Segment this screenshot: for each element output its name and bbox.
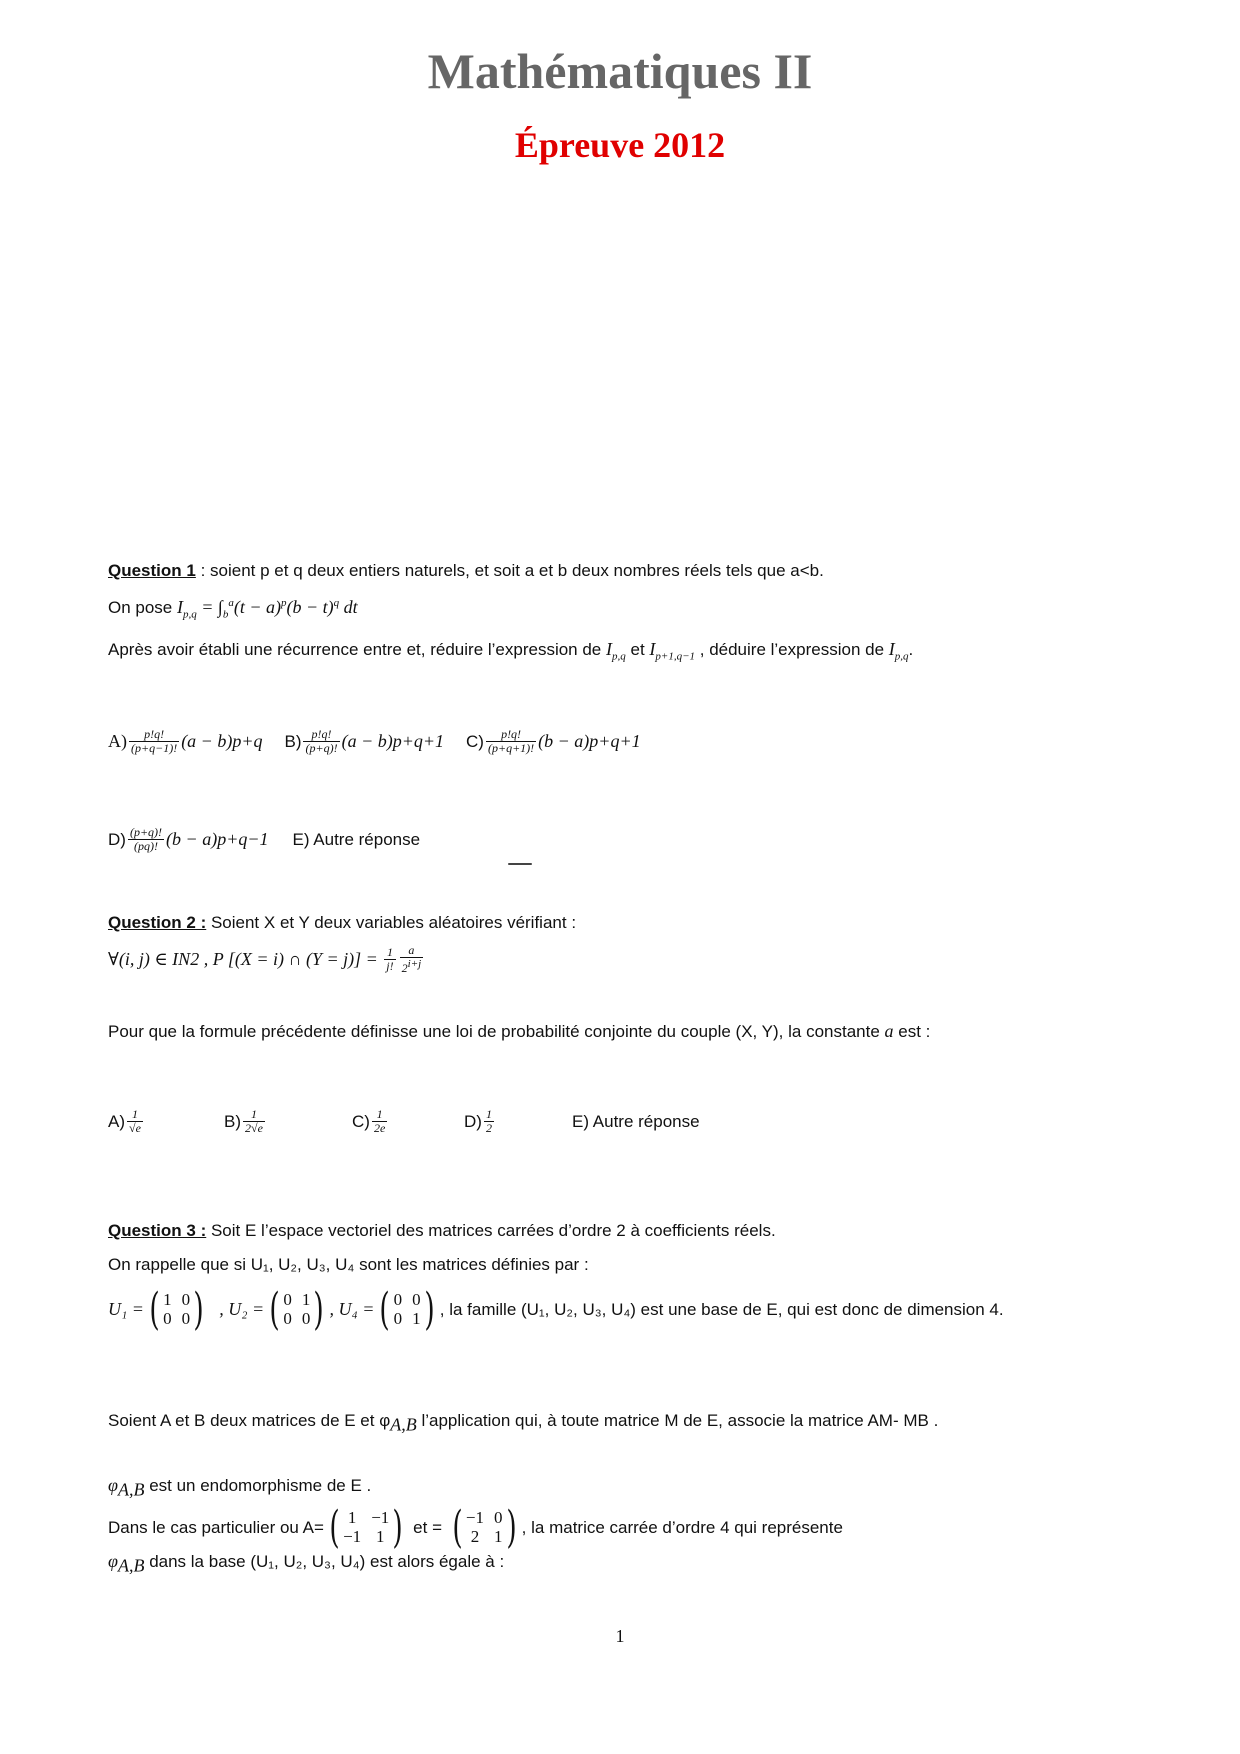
option-expr: (a − b) bbox=[181, 730, 233, 751]
instruction-text-mid: et bbox=[630, 640, 645, 659]
question-3-endomorphism bbox=[108, 1474, 1033, 1502]
question-1-definition bbox=[108, 596, 1033, 622]
option-num: 1 bbox=[127, 1108, 143, 1122]
q2-option-c bbox=[352, 1108, 464, 1135]
question-2-var: a bbox=[884, 1021, 894, 1041]
matrix-u4: ( 0 0 0 1 ) bbox=[379, 1284, 435, 1335]
scan-smudge bbox=[508, 863, 532, 865]
question-1-options-row-2 bbox=[108, 826, 1033, 853]
formula-mid: , P [(X = i) ∩ (Y = j)] = bbox=[199, 948, 383, 969]
question-2-options bbox=[108, 1108, 1033, 1135]
option-den: (p+q−1)! bbox=[131, 741, 178, 756]
option-num: 1 bbox=[485, 1107, 492, 1121]
option-expr: (b − a) bbox=[166, 828, 218, 849]
u2-label: , U₂ = bbox=[219, 1299, 265, 1320]
question-3-recall: On rappelle que si U₁, U₂, U₃, U₄ sont les matrices définies par : bbox=[108, 1255, 589, 1274]
matrix-u1: ( 1 0 0 0 ) bbox=[149, 1284, 204, 1335]
app-sub: A,B bbox=[390, 1414, 417, 1435]
option-den: 2e bbox=[373, 1121, 386, 1136]
frac2-num: a bbox=[400, 944, 424, 958]
option-label: D) bbox=[464, 1111, 482, 1131]
question-3-basis bbox=[108, 1284, 1033, 1335]
question-1-heading: Question 1 bbox=[108, 561, 196, 580]
page-number: 1 bbox=[615, 1626, 625, 1646]
case-mid: et = bbox=[408, 1517, 447, 1537]
question-3-statement bbox=[108, 1220, 1033, 1242]
matrix-a: ( 1 −1 −1 1 ) bbox=[329, 1502, 404, 1553]
q2-option-b bbox=[224, 1108, 352, 1135]
option-num: (p+q)! bbox=[129, 825, 163, 839]
option-label: A) bbox=[108, 1111, 125, 1131]
page-title: Mathématiques II bbox=[427, 43, 813, 99]
option-label: B) bbox=[224, 1111, 241, 1131]
formula-exponent: 2 bbox=[190, 948, 200, 969]
pose-prefix: On pose bbox=[108, 598, 177, 617]
option-label: A) bbox=[108, 730, 127, 751]
q1-option-e: E) Autre réponse bbox=[292, 829, 421, 849]
option-den: (p+q)! bbox=[305, 741, 338, 756]
option-exp: p+q+1 bbox=[392, 730, 445, 751]
page-subtitle: Épreuve 2012 bbox=[514, 125, 726, 165]
phi-symbol: φ bbox=[108, 1475, 118, 1495]
phi-symbol: φ bbox=[108, 1551, 118, 1571]
question-1-instruction: Après avoir établi une récurrence entre et, réduire l’expression de $I_{p,q}$ et $I_{p+1,q-1}$ , déduire l’expression de $I_{p,q}$. bbox=[108, 639, 914, 663]
question-3-application bbox=[108, 1410, 1033, 1437]
phi-sub: A,B bbox=[117, 1555, 145, 1576]
app-text: Soient A et B deux matrices de E et φ bbox=[108, 1411, 391, 1430]
q2-option-a bbox=[108, 1108, 224, 1135]
app-text-2: l’application qui, à toute matrice M de E, associe la matrice AM- MB . bbox=[416, 1411, 939, 1430]
instruction-text-b: , déduire l’expression de bbox=[699, 640, 885, 659]
option-den: 2 bbox=[485, 1121, 492, 1136]
option-exp: p+q+1 bbox=[589, 730, 641, 751]
q1-option-d bbox=[108, 826, 268, 853]
frac2-den-exp: i+j bbox=[407, 958, 422, 971]
option-den: (p+q+1)! bbox=[487, 741, 535, 756]
option-label: B) bbox=[284, 731, 302, 751]
question-3-heading: Question 3 : bbox=[108, 1221, 207, 1240]
q2-option-d bbox=[464, 1108, 572, 1135]
phi-sub: A,B bbox=[117, 1479, 145, 1500]
option-den: √e bbox=[129, 1121, 141, 1136]
case-line-2: dans la base (U₁, U₂, U₃, U₄) est alors égale à : bbox=[144, 1552, 505, 1571]
question-2-text: Pour que la formule précédente définisse une loi de probabilité conjointe du couple (X, Y), la constante bbox=[108, 1022, 880, 1041]
question-2-intro: Soient X et Y deux variables aléatoires vérifiant : bbox=[206, 913, 577, 932]
question-1-intro: : soient p et q deux entiers naturels, et soit a et b deux nombres réels tels que a<b. bbox=[195, 561, 824, 580]
option-label: C) bbox=[466, 731, 484, 751]
option-num: p!q! bbox=[303, 728, 339, 742]
option-den: 2√e bbox=[245, 1121, 263, 1136]
option-exp: p+q bbox=[232, 730, 263, 751]
frac2-den: 2 bbox=[401, 961, 408, 976]
option-den: (pq)! bbox=[134, 839, 158, 854]
question-2-heading: Question 2 : bbox=[108, 913, 207, 932]
matrix-u2: ( 0 1 0 0 ) bbox=[269, 1284, 325, 1335]
frac1-num: 1 bbox=[384, 946, 395, 960]
u4-label: , U₄ = bbox=[329, 1299, 375, 1320]
q1-option-b bbox=[284, 728, 444, 755]
case-text: , la matrice carrée d’ordre 4 qui représente bbox=[521, 1517, 843, 1537]
question-1-options-row-1 bbox=[108, 728, 1033, 755]
family-text: , la famille (U₁, U₂, U₃, U₄) est une base de E, qui est donc de dimension 4. bbox=[439, 1299, 1004, 1319]
option-num: p!q! bbox=[486, 728, 536, 742]
option-expr: (b − a) bbox=[538, 730, 590, 751]
frac1-den: j! bbox=[386, 959, 394, 974]
option-expr: (a − b) bbox=[341, 730, 393, 751]
question-2-end: est : bbox=[893, 1022, 931, 1041]
u1-label: U₁ = bbox=[108, 1299, 144, 1320]
option-label: D) bbox=[108, 829, 126, 849]
case-prefix: Dans le cas particulier ou A= bbox=[108, 1517, 324, 1537]
option-num: 1 bbox=[243, 1108, 265, 1122]
q1-option-a bbox=[108, 728, 262, 755]
option-num: 1 bbox=[372, 1108, 387, 1122]
q1-option-c bbox=[466, 728, 641, 755]
option-label: C) bbox=[352, 1111, 370, 1131]
endo-text: est un endomorphisme de E . bbox=[144, 1476, 372, 1495]
formula-left: ∀(i, j) ∈ IN bbox=[108, 948, 191, 969]
q2-option-e: E) Autre réponse bbox=[572, 1111, 700, 1131]
question-2-statement bbox=[108, 912, 1033, 934]
matrix-b: ( −1 0 2 1 ) bbox=[452, 1502, 517, 1553]
option-num: p!q! bbox=[129, 728, 179, 742]
question-1-statement bbox=[108, 560, 1033, 582]
option-exp: p+q−1 bbox=[217, 828, 269, 849]
integral-formula: $I_{p,q} = \int_b^a(t - a)^p(b - t)^q$ dt bbox=[177, 597, 358, 621]
question-3-case bbox=[108, 1502, 1033, 1578]
question-2-formula bbox=[108, 944, 1033, 975]
question-2-question bbox=[108, 1020, 1033, 1043]
question-3-intro: Soit E l’espace vectoriel des matrices carrées d’ordre 2 à coefficients réels. bbox=[206, 1221, 776, 1240]
instruction-text-a: Après avoir établi une récurrence entre et, réduire l’expression de bbox=[108, 640, 602, 659]
